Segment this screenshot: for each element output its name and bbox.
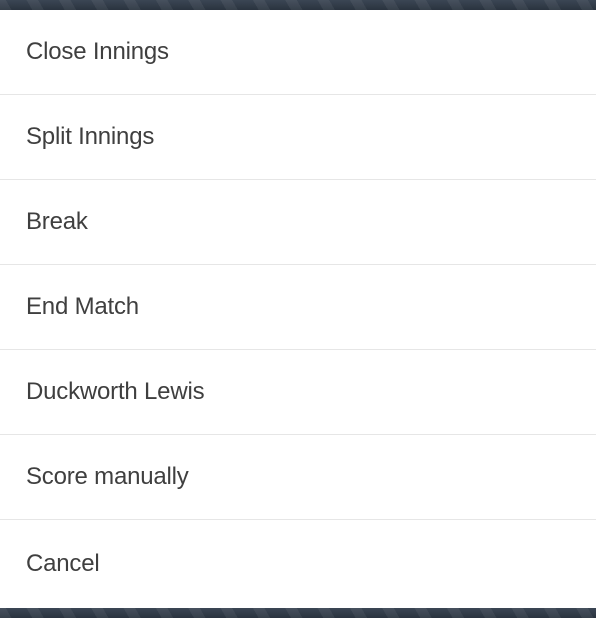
- duckworth-lewis-label: Duckworth Lewis: [26, 378, 205, 405]
- split-innings-label: Split Innings: [26, 123, 155, 150]
- cancel-label: Cancel: [26, 550, 100, 577]
- action-sheet: [0, 10, 596, 608]
- end-match-label: End Match: [26, 293, 139, 320]
- break-option[interactable]: [0, 180, 596, 265]
- end-match-option[interactable]: [0, 265, 596, 350]
- break-label: Break: [26, 208, 88, 235]
- score-manually-option[interactable]: [0, 435, 596, 520]
- close-innings-option[interactable]: [0, 10, 596, 95]
- backdrop-top: [0, 0, 596, 10]
- backdrop-bottom: [0, 608, 596, 618]
- cancel-option[interactable]: [0, 520, 596, 608]
- duckworth-lewis-option[interactable]: [0, 350, 596, 435]
- split-innings-option[interactable]: [0, 95, 596, 180]
- close-innings-label: Close Innings: [26, 38, 169, 65]
- score-manually-label: Score manually: [26, 463, 189, 490]
